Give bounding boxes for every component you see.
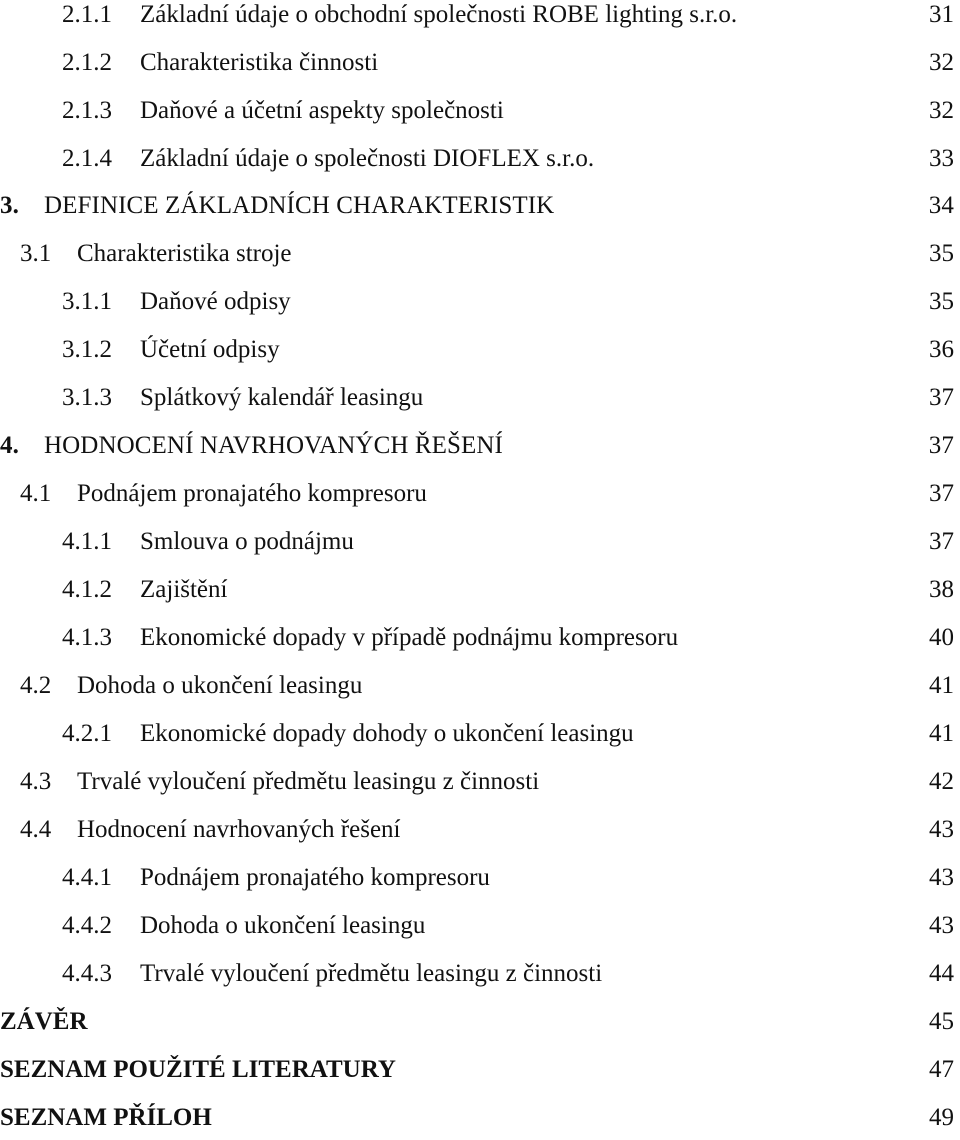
toc-entry-number: 4.1.2 (62, 576, 112, 603)
toc-entry-number: 2.1.4 (62, 145, 112, 172)
toc-entry-number: 3. (0, 192, 19, 219)
toc-entry-page: 42 (929, 768, 954, 795)
toc-entry-title: DEFINICE ZÁKLADNÍCH CHARAKTERISTIK (44, 192, 555, 219)
toc-entry-title: Ekonomické dopady dohody o ukončení leasingu (140, 720, 634, 747)
toc-entry-title: Daňové odpisy (140, 288, 291, 315)
toc-entry[interactable] (0, 952, 960, 996)
toc-entry[interactable] (0, 376, 960, 420)
toc-entry-number: 4.4 (20, 816, 52, 843)
toc-entry-number: 3.1.2 (62, 336, 112, 363)
toc-entry[interactable] (0, 328, 960, 372)
toc-entry-title: Trvalé vyloučení předmětu leasingu z činnosti (77, 768, 540, 795)
toc-entry-page: 49 (929, 1104, 954, 1131)
toc-entry-number: 2.1.1 (62, 1, 112, 28)
toc-entry[interactable] (0, 568, 960, 612)
toc-entry-title: Základní údaje o společnosti DIOFLEX s.r.o. (140, 145, 595, 172)
toc-section-entry[interactable] (0, 1048, 960, 1092)
toc-entry-title: Dohoda o ukončení leasingu (140, 912, 426, 939)
toc-entry[interactable] (0, 664, 960, 708)
toc-entry-number: 2.1.2 (62, 49, 112, 76)
toc-entry[interactable] (0, 520, 960, 564)
toc-entry-number: 2.1.3 (62, 97, 112, 124)
toc-section-entry[interactable] (0, 1000, 960, 1044)
toc-entry-page: 32 (929, 49, 954, 76)
toc-entry-page: 40 (929, 624, 954, 651)
toc-entry-title: Charakteristika činnosti (140, 49, 379, 76)
toc-chapter-entry[interactable] (0, 184, 960, 228)
toc-entry-page: 31 (929, 1, 954, 28)
toc-chapter-entry[interactable] (0, 424, 960, 468)
toc-entry-title: Podnájem pronajatého kompresoru (77, 480, 427, 507)
toc-entry-page: 34 (928, 192, 954, 219)
toc-entry[interactable] (0, 280, 960, 324)
toc-entry-title: SEZNAM PŘÍLOH (0, 1104, 212, 1131)
toc-entry-title: Podnájem pronajatého kompresoru (140, 864, 490, 891)
toc-entry-title: Základní údaje o obchodní společnosti ROBE lighting s.r.o. (140, 1, 738, 28)
toc-entry-page: 43 (929, 864, 954, 891)
toc-entry-page: 37 (929, 528, 954, 555)
toc-entry-number: 4.4.1 (62, 864, 112, 891)
toc-entry-title: Splátkový kalendář leasingu (140, 384, 424, 411)
toc-entry-page: 41 (929, 720, 954, 747)
toc-entry-page: 45 (929, 1008, 954, 1035)
toc-entry-title: Daňové a účetní aspekty společnosti (140, 97, 504, 124)
toc-entry-number: 4.1.1 (62, 528, 112, 555)
toc-entry-title: Trvalé vyloučení předmětu leasingu z činnosti (140, 960, 603, 987)
toc-entry-title: Dohoda o ukončení leasingu (77, 672, 363, 699)
toc-entry-page: 37 (929, 480, 954, 507)
toc-entry-page: 35 (929, 240, 954, 267)
toc-entry-number: 4.2 (20, 672, 52, 699)
toc-entry[interactable] (0, 89, 960, 133)
toc-entry-number: 3.1.1 (62, 288, 112, 315)
toc-entry[interactable] (0, 808, 960, 852)
toc-entry[interactable] (0, 760, 960, 804)
toc-entry-page: 33 (929, 145, 954, 172)
toc-entry-number: 4.4.2 (62, 912, 112, 939)
toc-entry-number: 4.3 (20, 768, 52, 795)
toc-entry-title: Smlouva o podnájmu (140, 528, 354, 555)
toc-entry-title: SEZNAM POUŽITÉ LITERATURY (0, 1056, 396, 1083)
toc-entry-page: 43 (929, 816, 954, 843)
toc-entry-number: 4. (0, 432, 19, 459)
toc-entry-title: Hodnocení navrhovaných řešení (77, 816, 401, 843)
toc-entry-page: 36 (929, 336, 954, 363)
toc-entry[interactable] (0, 472, 960, 516)
toc-entry-page: 38 (929, 576, 954, 603)
toc-entry[interactable] (0, 41, 960, 85)
toc-entry[interactable] (0, 137, 960, 181)
toc-entry-title: Ekonomické dopady v případě podnájmu kompresoru (140, 624, 679, 651)
toc-entry-title: Charakteristika stroje (77, 240, 292, 267)
toc-entry-page: 47 (929, 1056, 954, 1083)
toc-entry[interactable] (0, 712, 960, 756)
toc-entry-title: ZÁVĚR (0, 1008, 88, 1035)
toc-entry-number: 4.4.3 (62, 960, 112, 987)
toc-entry-page: 44 (929, 960, 954, 987)
toc-entry-number: 4.2.1 (62, 720, 112, 747)
toc-entry-number: 3.1 (20, 240, 52, 267)
toc-entry[interactable] (0, 0, 960, 37)
toc-entry-number: 4.1 (20, 480, 52, 507)
toc-entry-page: 41 (929, 672, 954, 699)
toc-entry-number: 4.1.3 (62, 624, 112, 651)
toc-entry-page: 43 (929, 912, 954, 939)
toc-entry-page: 37 (928, 432, 954, 459)
toc-entry-title: HODNOCENÍ NAVRHOVANÝCH ŘEŠENÍ (44, 432, 503, 459)
toc-entry-page: 32 (929, 97, 954, 124)
toc-entry[interactable] (0, 616, 960, 660)
toc-entry[interactable] (0, 232, 960, 276)
toc-entry-title: Účetní odpisy (140, 336, 280, 363)
toc-entry[interactable] (0, 904, 960, 948)
toc-entry-number: 3.1.3 (62, 384, 112, 411)
toc-section-entry[interactable] (0, 1096, 960, 1140)
toc-entry[interactable] (0, 856, 960, 900)
toc-entry-page: 37 (929, 384, 954, 411)
toc-entry-page: 35 (929, 288, 954, 315)
toc-entry-title: Zajištění (140, 576, 228, 603)
